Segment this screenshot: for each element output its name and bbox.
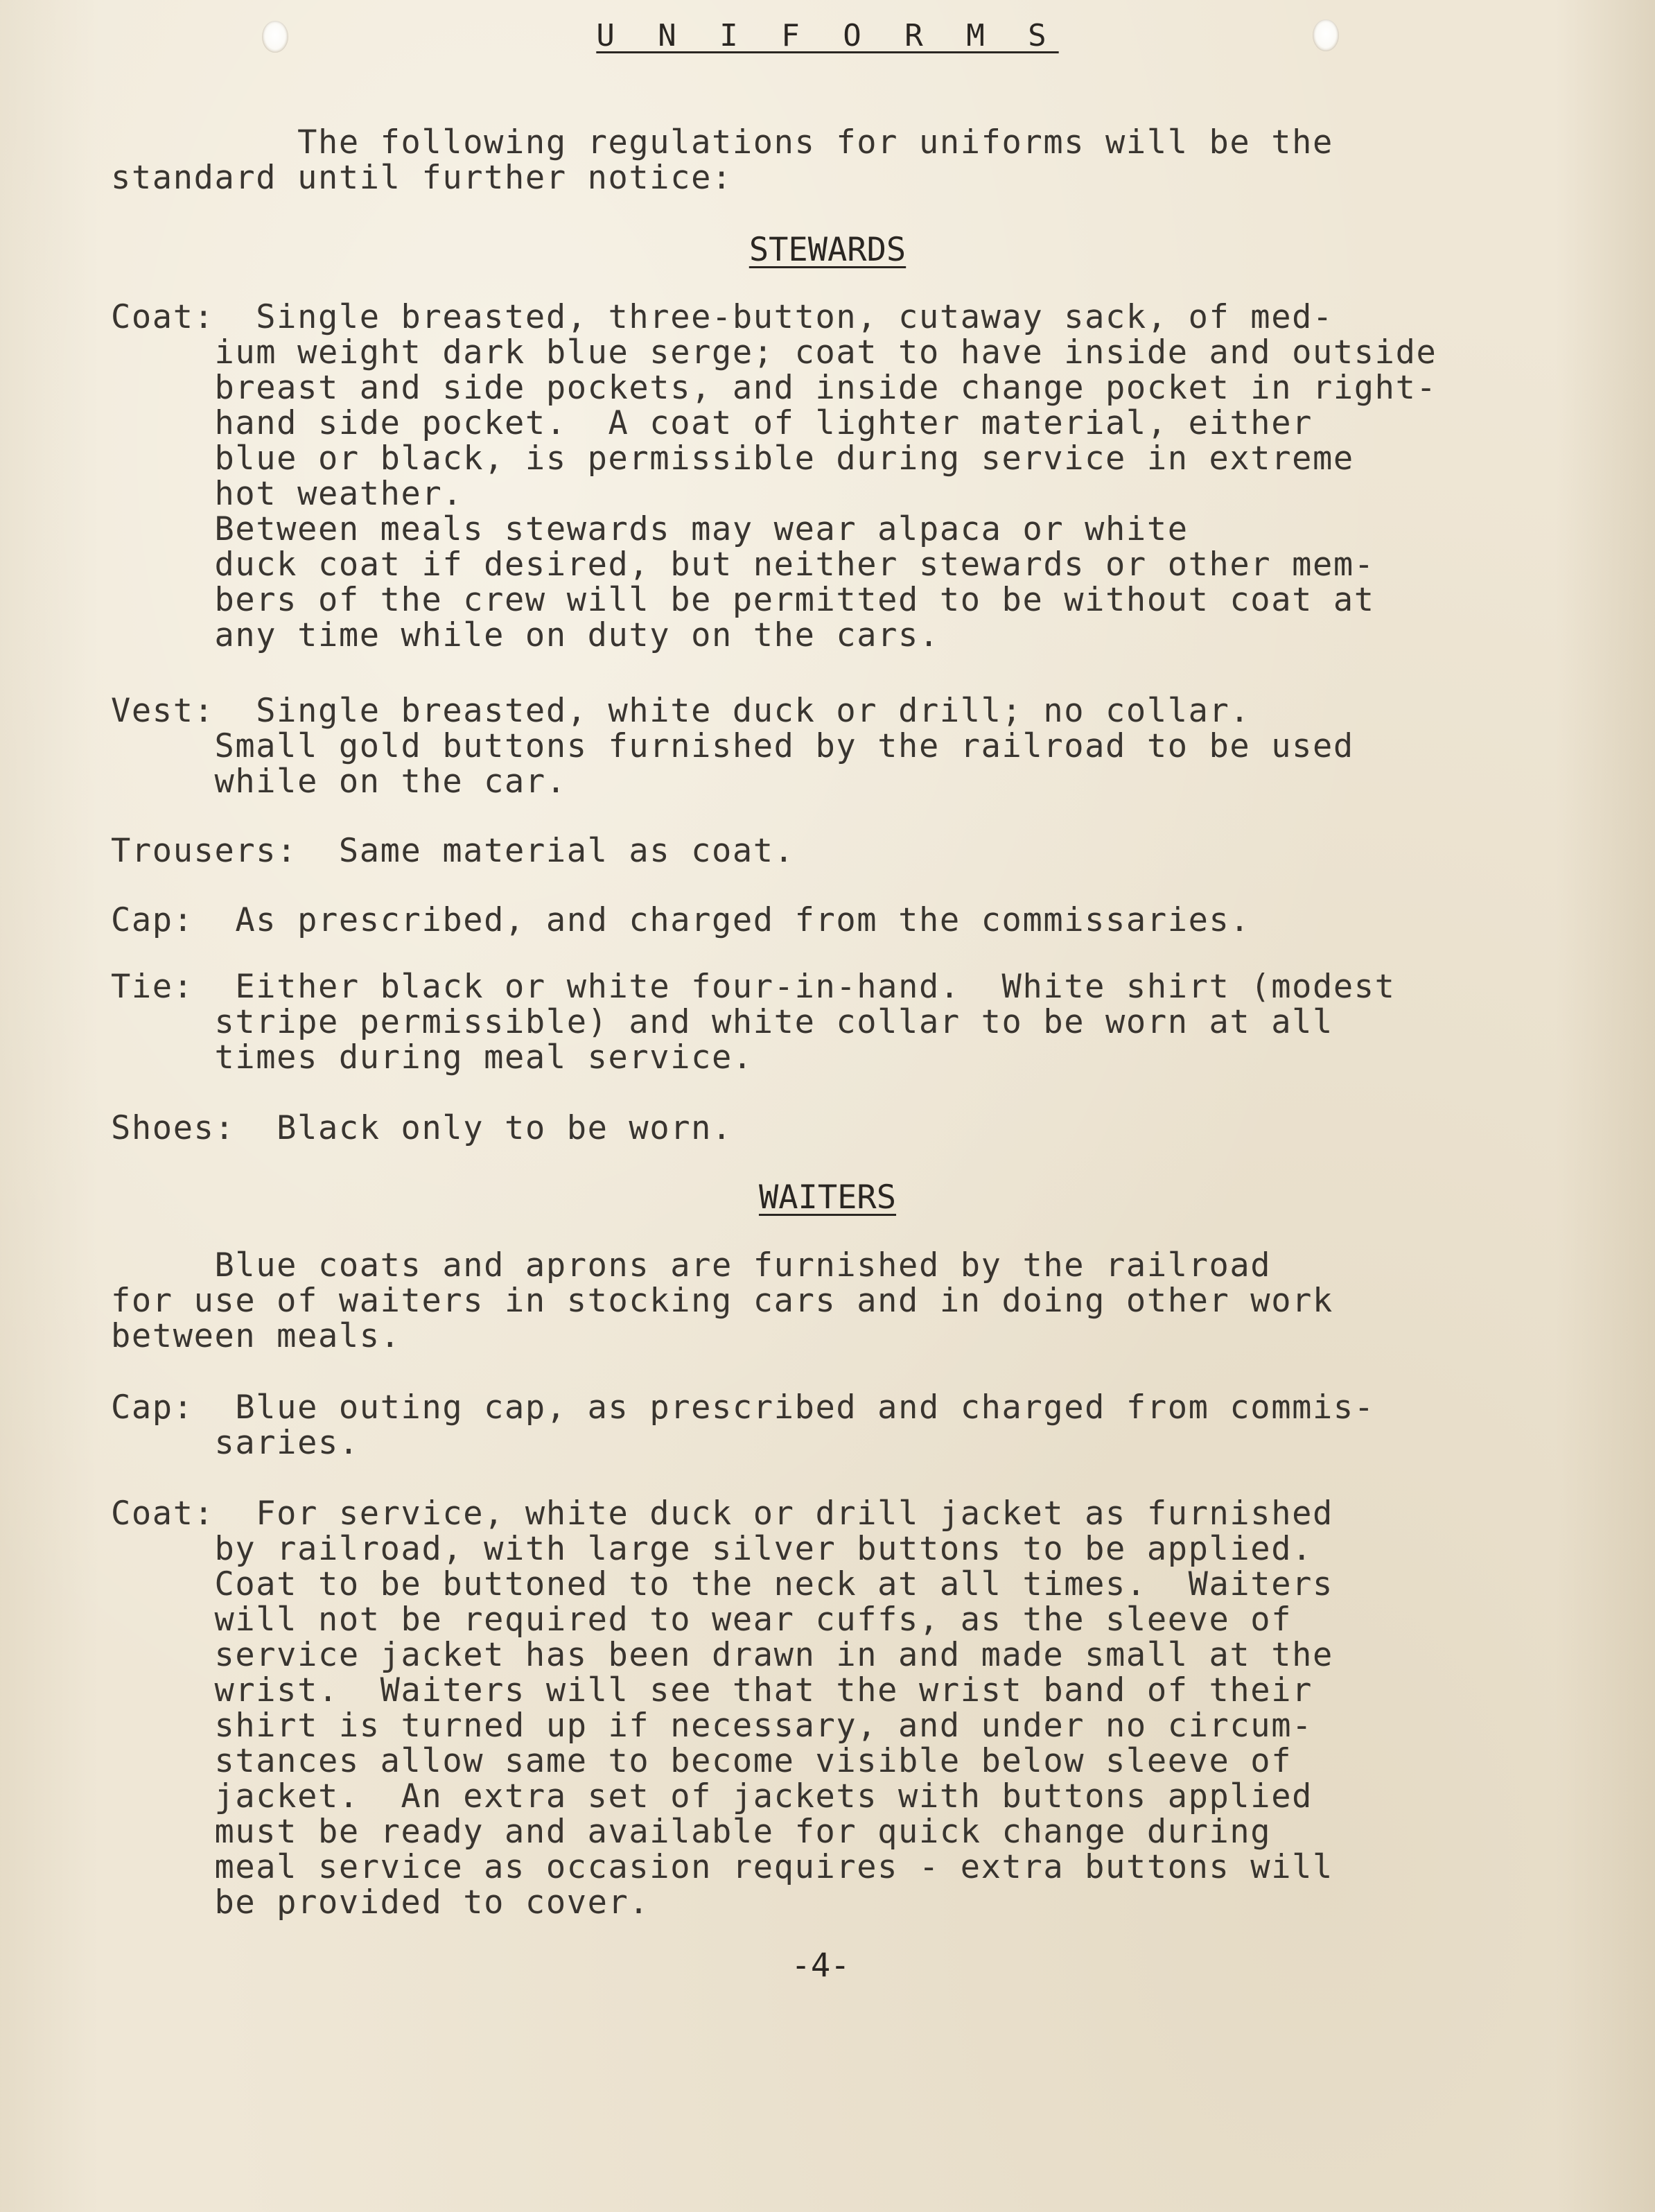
- text-line: hand side pocket. A coat of lighter material, either: [111, 404, 1313, 442]
- section-label: Vest:: [111, 692, 215, 730]
- stewards-cap-section: [111, 903, 1250, 938]
- text-line: saries.: [111, 1424, 360, 1462]
- text-line: while on the car.: [111, 763, 567, 801]
- stewards-heading: STEWARDS: [748, 231, 907, 269]
- waiters-heading: WAITERS: [758, 1178, 897, 1217]
- stewards-trousers-section: [111, 833, 795, 869]
- section-label: Tie:: [111, 968, 194, 1006]
- text-line: wrist. Waiters will see that the wrist band of their: [111, 1671, 1313, 1709]
- text-line: meal service as occasion requires - extra buttons will: [111, 1848, 1333, 1886]
- text-line: jacket. An extra set of jackets with buttons applied: [111, 1777, 1313, 1815]
- text-line: by railroad, with large silver buttons to be applied.: [111, 1530, 1313, 1568]
- text-line: Single breasted, white duck or drill; no collar.: [214, 692, 1251, 730]
- text-line: be provided to cover.: [111, 1883, 650, 1922]
- text-line: times during meal service.: [111, 1038, 753, 1077]
- text-line: Black only to be worn.: [235, 1109, 733, 1147]
- text-line: will not be required to wear cuffs, as the sleeve of: [111, 1601, 1293, 1639]
- text-line: Single breasted, three-button, cutaway sack, of med-: [214, 298, 1333, 336]
- text-line: any time while on duty on the cars.: [111, 616, 940, 654]
- stewards-coat-section: [111, 299, 1437, 653]
- text-line: hot weather.: [111, 475, 464, 513]
- section-label: Shoes:: [111, 1109, 236, 1147]
- text-line: Between meals stewards may wear alpaca or white: [111, 510, 1189, 548]
- text-line: must be ready and available for quick change during: [111, 1813, 1272, 1851]
- section-label: Cap:: [111, 901, 194, 939]
- page-number: -4-: [791, 1947, 850, 1985]
- text-line: Coat to be buttoned to the neck at all times. Waiters: [111, 1565, 1333, 1603]
- text-line: service jacket has been drawn in and made small at the: [111, 1636, 1333, 1674]
- section-label: Coat:: [111, 1495, 215, 1533]
- waiters-coat-section: [111, 1496, 1333, 1920]
- intro-paragraph: [111, 125, 1333, 195]
- text-line: For service, white duck or drill jacket as furnished: [214, 1495, 1333, 1533]
- text-line: bers of the crew will be permitted to be without coat at: [111, 581, 1375, 619]
- text-line: for use of waiters in stocking cars and in doing other work: [111, 1282, 1333, 1320]
- section-label: Coat:: [111, 298, 215, 336]
- intro-line: standard until further notice:: [111, 159, 733, 197]
- stewards-vest-section: [111, 693, 1354, 799]
- page-title: U N I F O R M S: [596, 18, 1059, 53]
- text-line: duck coat if desired, but neither stewards or other mem-: [111, 546, 1375, 584]
- waiters-intro-paragraph: [111, 1248, 1333, 1354]
- text-line: between meals.: [111, 1317, 401, 1355]
- text-line: Blue coats and aprons are furnished by the railroad: [111, 1246, 1272, 1284]
- text-line: stripe permissible) and white collar to be worn at all: [111, 1003, 1333, 1041]
- waiters-cap-section: [111, 1390, 1375, 1461]
- section-label: Trousers:: [111, 832, 298, 870]
- section-label: Cap:: [111, 1388, 194, 1427]
- text-line: stances allow same to become visible below sleeve of: [111, 1742, 1293, 1780]
- stewards-shoes-section: [111, 1111, 733, 1146]
- text-line: ium weight dark blue serge; coat to have inside and outside: [111, 333, 1437, 372]
- text-line: Small gold buttons furnished by the railroad to be used: [111, 727, 1354, 765]
- text-line: Either black or white four-in-hand. White shirt (modest: [193, 968, 1396, 1006]
- text-line: breast and side pockets, and inside change pocket in right-: [111, 369, 1437, 407]
- text-line: shirt is turned up if necessary, and under no circum-: [111, 1707, 1313, 1745]
- text-line: blue or black, is permissible during service in extreme: [111, 439, 1354, 478]
- stewards-tie-section: [111, 969, 1396, 1075]
- text-line: As prescribed, and charged from the commissaries.: [193, 901, 1251, 939]
- text-line: Same material as coat.: [297, 832, 795, 870]
- intro-line: The following regulations for uniforms will be the: [111, 123, 1333, 162]
- text-line: Blue outing cap, as prescribed and charged from commis-: [193, 1388, 1375, 1427]
